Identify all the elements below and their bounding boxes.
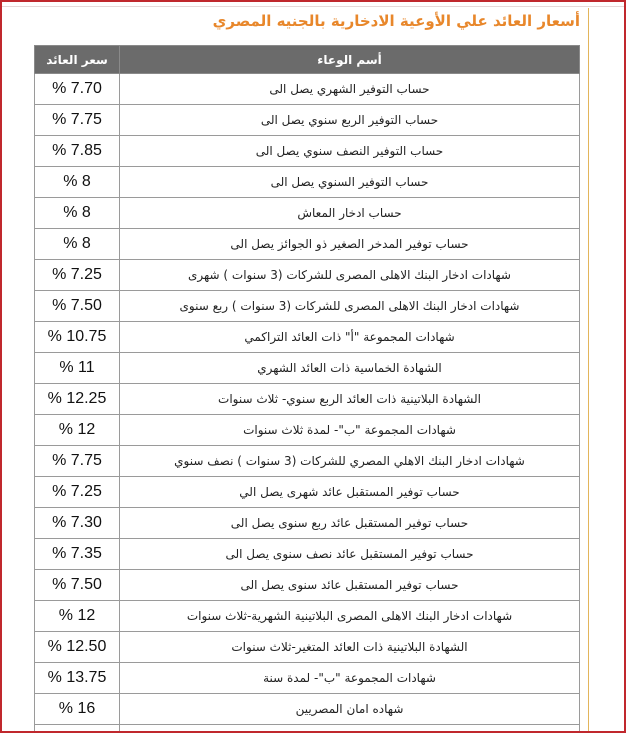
rate-cell: % 12 (35, 415, 120, 446)
table-row (35, 74, 580, 105)
account-name-cell: شهادات المجموعة "ب"- لمدة سنة (120, 663, 580, 694)
table-header-row (35, 46, 580, 74)
rate-cell: % 12.50 (35, 632, 120, 663)
account-name-cell: شهادات ادخار البنك الاهلي المصري للشركات (3 سنوات ) نصف سنوي (120, 446, 580, 477)
rate-cell: % 7.85 (35, 136, 120, 167)
account-name-cell: الشهادة البلاتينية ذات العائد الربع سنوي- ثلاث سنوات (120, 384, 580, 415)
account-name-cell: حساب توفير المدخر الصغير ذو الجوائز يصل الى (120, 229, 580, 260)
rate-cell (35, 725, 120, 733)
account-name-cell: حساب توفير المستقبل عائد سنوى يصل الى (120, 570, 580, 601)
account-name-cell: حساب توفير المستقبل عائد نصف سنوى يصل الى (120, 539, 580, 570)
rate-cell: % 10.75 (35, 322, 120, 353)
rate-cell: % 7.70 (35, 74, 120, 105)
account-name-cell: حساب توفير المستقبل عائد شهرى يصل الي (120, 477, 580, 508)
side-divider (588, 8, 589, 733)
rate-cell: % 7.75 (35, 105, 120, 136)
table-row (35, 353, 580, 384)
account-name-cell: الشهادة الخماسية ذات العائد الشهري (120, 353, 580, 384)
rate-cell: % 12 (35, 601, 120, 632)
rate-cell: % 8 (35, 229, 120, 260)
rate-cell: % 12.25 (35, 384, 120, 415)
table-row (35, 694, 580, 725)
rates-table (34, 45, 580, 733)
table-row (35, 291, 580, 322)
rate-cell: % 7.75 (35, 446, 120, 477)
account-name-cell: حساب توفير المستقبل عائد ربع سنوى يصل الى (120, 508, 580, 539)
table-row (35, 136, 580, 167)
account-name-cell: شهادات ادخار البنك الاهلى المصرى البلاتينية الشهرية-ثلاث سنوات (120, 601, 580, 632)
account-name-cell: حساب التوفير النصف سنوي يصل الى (120, 136, 580, 167)
rate-cell: % 16 (35, 694, 120, 725)
account-name-cell: حساب التوفير الشهري يصل الى (120, 74, 580, 105)
account-name-cell: شهاده امان المصريين (120, 694, 580, 725)
account-name-cell: شهادات ادخار البنك الاهلى المصرى للشركات (3 سنوات ) شهرى (120, 260, 580, 291)
account-name-cell: شهادات المجموعة "أ" ذات العائد التراكمي (120, 322, 580, 353)
account-name-cell: شهادات ادخار البنك الاهلى المصرى للشركات (3 سنوات ) ربع سنوى (120, 291, 580, 322)
account-name-cell: حساب التوفير السنوي يصل الى (120, 167, 580, 198)
table-row (35, 229, 580, 260)
account-name-cell: حساب ادخار المعاش (120, 198, 580, 229)
rate-cell: % 7.35 (35, 539, 120, 570)
table-row (35, 384, 580, 415)
table-row (35, 167, 580, 198)
table-row (35, 539, 580, 570)
page-title: أسعار العائد علي الأوعية الادخارية بالجنيه المصري (212, 12, 580, 30)
table-row (35, 322, 580, 353)
rate-cell: % 7.30 (35, 508, 120, 539)
table-row (35, 415, 580, 446)
rate-cell: % 7.25 (35, 477, 120, 508)
table-row (35, 508, 580, 539)
header-rate: سعر العائد (35, 46, 120, 74)
account-name-cell: حساب التوفير الربع سنوي يصل الى (120, 105, 580, 136)
table-row (35, 632, 580, 663)
table-row (35, 725, 580, 733)
rate-cell: % 8 (35, 198, 120, 229)
rate-cell: % 7.50 (35, 291, 120, 322)
account-name-cell: شهادات المجموعة "ب"- لمدة ثلاث سنوات (120, 415, 580, 446)
rate-cell: % 7.25 (35, 260, 120, 291)
rate-cell: % 7.50 (35, 570, 120, 601)
header-account-name: أسم الوعاء (120, 46, 580, 74)
account-name-cell (120, 725, 580, 733)
table-row (35, 198, 580, 229)
rate-cell: % 8 (35, 167, 120, 198)
rate-cell: % 11 (35, 353, 120, 384)
table-row (35, 260, 580, 291)
table-row (35, 477, 580, 508)
table-row (35, 663, 580, 694)
top-divider (2, 6, 624, 7)
account-name-cell: الشهادة البلاتينية ذات العائد المتغير-ثلاث سنوات (120, 632, 580, 663)
table-row (35, 570, 580, 601)
table-row (35, 601, 580, 632)
table-row (35, 446, 580, 477)
rate-cell: % 13.75 (35, 663, 120, 694)
table-row (35, 105, 580, 136)
